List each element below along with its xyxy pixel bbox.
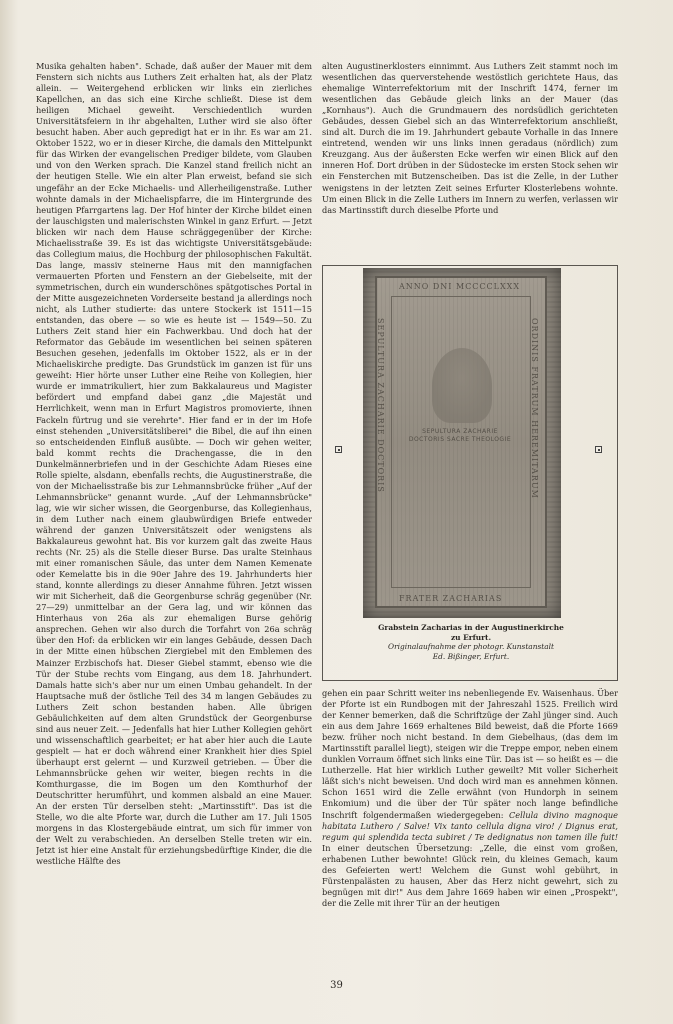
body-text: In einer deutschen Übersetzung: „Zelle, die einst vom großen, erhabenen Luther bewohnte! Glück rein, du kleines Gemach, kaum des Gefeierten wert! Welchem die Gunst wohl gebührt, in Fürstenpalästen zu hausen, Aber das Herz nicht gewehrt, sich zu begnügen mit dir!" Aus dem Jahre 1669 haben wir einen „Prospekt", der die Zelle mit ihrer Tür an der heutigen <box>322 842 618 908</box>
caption-credit: Ed. Bißinger, Erfurt. <box>432 651 510 661</box>
caption-place: zu Erfurt. <box>450 632 492 642</box>
stone-inscription: SEPULTURA ZACHARIE DOCTORIS SACRE THEOLOGIE <box>408 428 512 443</box>
gravestone-photo <box>363 268 561 618</box>
frame-marker-icon <box>595 446 602 453</box>
stone-edge-inscription: ANNO DNI MCCCCLXXX <box>399 282 521 291</box>
text-column-right-top <box>322 61 618 276</box>
page-number: 39 <box>330 980 343 991</box>
text-column-left <box>36 61 312 961</box>
latin-inscription: Cellula divino magnoque habitata Luthero / Salve! Vix tanto cellula digna viro! / Dignus erat, regum qui splendida tecta subiret / Te dedignatus non tamen ille fuit! <box>322 809 618 842</box>
body-paragraph: Musika gehalten haben". Schade, daß außer der Mauer mit dem Fenstern sich nichts aus Luthers Zeit erhalten hat, als der Platz allein. — Weitergehend erblicken wir links ein zierliches Kapellchen, an das sich eine Kirche schließt. Diese ist dem heiligen Michael geweiht. Verschiedentlich wurden Universitätsfeiern in ihr abgehalten, Luther wird sie also öfter besucht haben. Aber auch gepredigt hat er in ihr. Es war am 21. Oktober 1522, wo er in dieser Kirche, die damals den Mittelpunkt für das Wirken der evangelischen Prediger bildete, vom Glauben und von den Werken sprach. Die Kanzel stand freilich nicht an der heutigen Stelle. Wie ein alter Plan erweist, befand sie sich ungefähr an der Ecke Michaelis- und Allerheiligenstraße. Luther wohnte damals in der Michaelispfarre, die im Hintergrunde des heutigen Pfarrgartens lag. Der Hof hinter der Kirche bildet einen der lauschigsten und malerischsten Winkel in ganz Erfurt. — Jetzt blicken wir nach dem Hause schräggegenüber der Kirche: Michaelisstraße 39. Es ist das wichtigste Universitätsgebäude: das Collegium maius, die Hochburg der philosophischen Fakultät. Das lange, massiv steinerne Haus mit den mannigfachen vermauerten Pforten und Fenstern an der Giebelseite, mit der symmetrischen, durch ein wunderschönes spätgotisches Portal in der Mitte ausgezeichneten Vorderseite bestand ja allerdings noch nicht, als Luther studierte: das untere Stockerk ist 1511—15 entstanden, das obere — so wie es heute ist — 1549—50. Zu Luthers Zeit stand hier ein Fachwerkbau. Und doch hat der Reformator das Gebäude im wesentlichen bei seinen späteren Besuchen gesehen, jedenfalls im Oktober 1522, als er in der Michaeliskirche predigte. Das Grundstück im ganzen ist für uns geweiht: Hier hörte unser Luther eine Reihe von Kollegien, hier wurde er immatrikuliert, hier zum Bakkalaureus und Magister befördert und empfand dabei ganz „die Majestät und Herrlichkeit, wenn man in Erfurt Magistros promovierte, ihnen Fackeln fürtrug und sie verehrte". Hier fand er in der im Hofe einst stehenden „Universitätsliberei" die Bibel, die auf ihn einen so entscheidenden Einfluß ausübte. — Doch wir gehen weiter, bald kommt rechts die Drachengasse, die in den Dunkelmännerbriefen und in der Geschichte Adam Rieses eine Rolle spielte, alsdann, ebenfalls rechts, die Augustinerstraße, die von der Michaelisstraße bis zur Lehmannsbrücke früher „Auf der Lehmannsbrücke" genannt wurde. „Auf der Lehmannsbrücke" lag, wie wir sicher wissen, die Georgenburse, das Kollegienhaus, in dem Luther nach einem glaubwürdigen Briefe entweder während der ganzen Universitätszeit oder wenigstens als Bakkalaureus gewohnt hat. Bis vor kurzem galt das zweite Haus rechts (Nr. 25) als die Stelle dieser Burse. Das uralte Steinhaus mit einer romanischen Säule, das unter dem Namen Kemenate oder Kemelatte bis in die 90er Jahre des 19. Jahrhunderts hier stand, konnte allerdings zu dieser Annahme führen. Jetzt wissen wir mit Sicherheit, daß die Georgenburse schräg gegenüber (Nr. 27—29) unmittelbar an der Gera lag, und wir können das Hinterhaus von 26a als zur ehemaligen Burse gehörig ansprechen. Gehen wir also durch die Torfahrt von 26a schräg über den Hof: da erblicken wir ein langes Gebäude, dessen Dach in der Mitte einen hübschen Ziergiebel mit den Emblemen des Mainzer Erzbischofs hat. Dieser Giebel stammt, ebenso wie die Tür der Stube rechts vom Eingang, aus dem 18. Jahrhundert. Damals hatte sich's aber nur um einen Umbau gehandelt. In der Hauptsache muß der östliche Teil des 34 m langen Gebäudes zu Luthers Zeit schon bestanden haben. Alle übrigen Gebäulichkeiten auf dem alten Grundstück der Georgenburse sind aus neuer Zeit. — Jedenfalls hat hier Luther Kollegien gehört und wissenschaftlich gearbeitet; er hat aber hier auch die Laute gespielt — hat er doch während einer Krankheit hier dies Spiel überhaupt erst gelernt — und Kurzweil getrieben. — Über die Lehmannsbrücke gehen wir weiter, biegen rechts in die Komthurgasse, die im Bogen um den Komthurhof der Deutschritter herumführt, und kommen alsbald an eine Mauer. An der ersten Tür derselben steht: „Martinsstift". Das ist die Stelle, wo die alte Pforte war, durch die Luther am 17. Juli 1505 morgens in das Klostergebäude eintrat, um sich für immer von der Welt zu verabschieden. An derselben Stelle treten wir ein. Jetzt ist hier eine Anstalt für erziehungsbedürftige Kinder, die die westliche Hälfte des <box>36 61 312 867</box>
text-column-right-bottom <box>322 688 618 963</box>
stone-edge-inscription: ORDINIS FRATRUM HEREMITARUM <box>530 318 539 499</box>
body-text: gehen ein paar Schritt weiter ins nebenliegende Ev. Waisenhaus. Über der Pforte ist ein Rundbogen mit der Jahreszahl 1525. Freilich wird der Kenner bemerken, daß die Schriftzüge der Zahl jünger sind. Auch ein aus dem Jahre 1669 erhaltenes Bild beweist, daß die Pforte 1669 bezw. früher noch nicht bestand. In dem Giebelhaus, (das dem im Martinsstift parallel liegt), steigen wir die Treppe empor, neben einem dunklen Vorraum öffnet sich links eine Tür. Das ist — so heißt es — die Lutherzelle. Hat hier wirklich Luther geweilt? Mit voller Sicherheit läßt sich's nicht beweisen. Und doch wird man es annehmen können. Schon 1651 wird die Zelle erwähnt (von Hundorph in seinem Enkomium) und die über der Tür später noch lange befindliche Inschrift folgendermaßen wiedergegeben: <box>322 688 618 820</box>
body-paragraph <box>322 688 618 909</box>
stone-edge-inscription: SEPULTURA ZACHARIE DOCTORIS <box>376 318 385 493</box>
caption-credit: Originalaufnahme der photogr. Kunstanstalt <box>388 642 554 652</box>
frame-marker-icon <box>335 446 342 453</box>
gravestone-slab <box>375 276 547 608</box>
effigy-relief <box>432 348 492 423</box>
stone-edge-inscription: FRATER ZACHARIAS <box>399 594 503 603</box>
body-paragraph: alten Augustinerklosters einnimmt. Aus Luthers Zeit stammt noch im wesentlichen das querverstehende westöstlich gerichtete Haus, das ehemalige Winterrefektorium mit der Inschrift 1474, ferner im wesentlichen das Gebäude gleich links an der Mauer (das „Kornhaus"). Auch die Grundmauern des nordsüdlich gerichteten Gebäudes, dessen Giebel sich an das Winterrefektorium anschließt, sind alt. Durch die im 19. Jahrhundert gebaute Vorhalle in das Innere eintretend, wenden wir uns links innen geradaus (nördlich) zum Kreuzgang. Aus der äußersten Ecke werfen wir einen Blick auf den inneren Hof. Dort drüben in der Südostecke im ersten Stock sehen wir ein Fensterchen mit Butzenscheiben. Das ist die Zelle, in der Luther wenigstens in der letzten Zeit seines Erfurter Klosterlebens wohnte. Um einen Blick in die Zelle Luthers im Innern zu werfen, verlassen wir das Martinsstift durch dieselbe Pforte und <box>322 61 618 215</box>
figure-caption <box>330 623 612 661</box>
caption-title: Grabstein Zacharias in der Augustinerkirche <box>378 623 564 632</box>
